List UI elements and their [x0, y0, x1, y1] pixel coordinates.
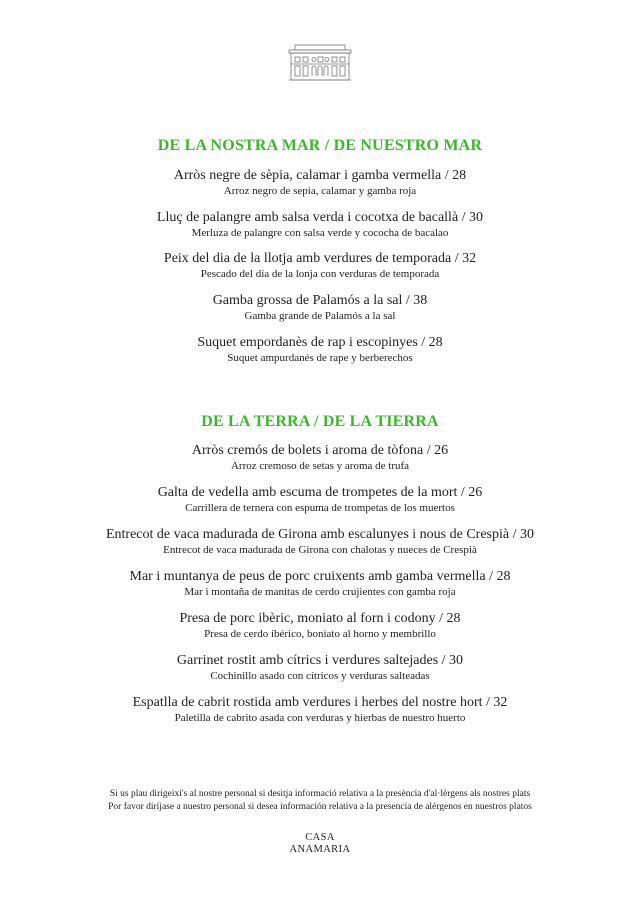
allergen-note-ca: Si us plau dirigeixi's al nostre personal si desitja informació relativa a la presència d'al·lèrgens als nostres plats: [109, 789, 531, 799]
menu-item: [0, 527, 640, 557]
menu-item: [0, 485, 640, 515]
item-name-es: Mar i montaña de manitas de cerdo crujientes con gamba roja: [184, 586, 456, 598]
item-name-es: Gamba grande de Palamós a la sal: [244, 310, 396, 322]
menu-item: [0, 210, 640, 240]
menu-item: [0, 695, 640, 725]
item-name-ca: Presa de porc ibèric, moniato al forn i codony / 28: [179, 611, 461, 626]
item-name-ca: Suquet empordanès de rap i escopinyes / 28: [197, 335, 443, 350]
menu-item: [0, 443, 640, 473]
menu-item: [0, 293, 640, 323]
item-name-es: Arroz cremoso de setas y aroma de trufa: [230, 460, 410, 472]
item-name-ca: Mar i muntanya de peus de porc cruixents amb gamba vermella / 28: [129, 569, 511, 584]
item-name-ca: Arròs negre de sèpia, calamar i gamba vermella / 28: [173, 168, 467, 183]
item-name-ca: Gamba grossa de Palamós a la sal / 38: [212, 293, 428, 308]
item-name-ca: Galta de vedella amb escuma de trompetes de la mort / 26: [157, 485, 483, 500]
section-title-land: DE LA TERRA / DE LA TIERRA: [201, 413, 439, 430]
item-name-es: Suquet ampurdanés de rape y berberechos: [227, 352, 413, 364]
item-name-ca: Espatlla de cabrit rostida amb verdures i herbes del nostre hort / 32: [132, 695, 508, 710]
menu-item: [0, 611, 640, 641]
item-name-es: Paletilla de cabrito asada con verduras y hierbas de nuestro huerto: [174, 712, 466, 724]
item-name-ca: Garrinet rostit amb cítrics i verdures saltejades / 30: [176, 653, 464, 668]
item-name-es: Presa de cerdo ibérico, boniato al horno y membrillo: [204, 628, 436, 640]
item-name-es: Merluza de palangre con salsa verde y cococha de bacalao: [191, 227, 449, 239]
section-title-sea: DE LA NOSTRA MAR / DE NUESTRO MAR: [157, 137, 483, 154]
item-name-es: Entrecot de vaca madurada de Girona con chalotas y nueces de Crespià: [163, 544, 477, 556]
menu-item: [0, 335, 640, 365]
item-name-ca: Lluç de palangre amb salsa verda i cocotxa de bacallà / 30: [156, 210, 484, 225]
item-name-es: Cochinillo asado con cítricos y verduras salteadas: [210, 670, 430, 682]
brand-line-1: CASA: [305, 832, 335, 843]
item-name-ca: Entrecot de vaca madurada de Girona amb escalunyes i nous de Crespià / 30: [105, 527, 534, 542]
item-name-ca: Arròs cremós de bolets i aroma de tòfona / 26: [191, 443, 449, 458]
item-name-ca: Peix del dia de la llotja amb verdures de temporada / 32: [163, 251, 477, 266]
menu-item: [0, 653, 640, 683]
menu-item: [0, 168, 640, 198]
item-name-es: Carrillera de ternera con espuma de trompetas de los muertos: [185, 502, 455, 514]
menu-item: [0, 251, 640, 281]
allergen-note-es: Por favor diríjase a nuestro personal si desea información relativa a la presencia de alérgenos en nuestros platos: [108, 802, 532, 812]
menu-item: [0, 569, 640, 599]
item-name-es: Pescado del día de la lonja con verduras de temporada: [200, 268, 440, 280]
item-name-es: Arroz negro de sepia, calamar y gamba roja: [223, 185, 417, 197]
building-logo-icon: [285, 43, 355, 81]
brand-wordmark: [0, 832, 640, 856]
brand-line-2: ANAMARIA: [289, 844, 351, 855]
